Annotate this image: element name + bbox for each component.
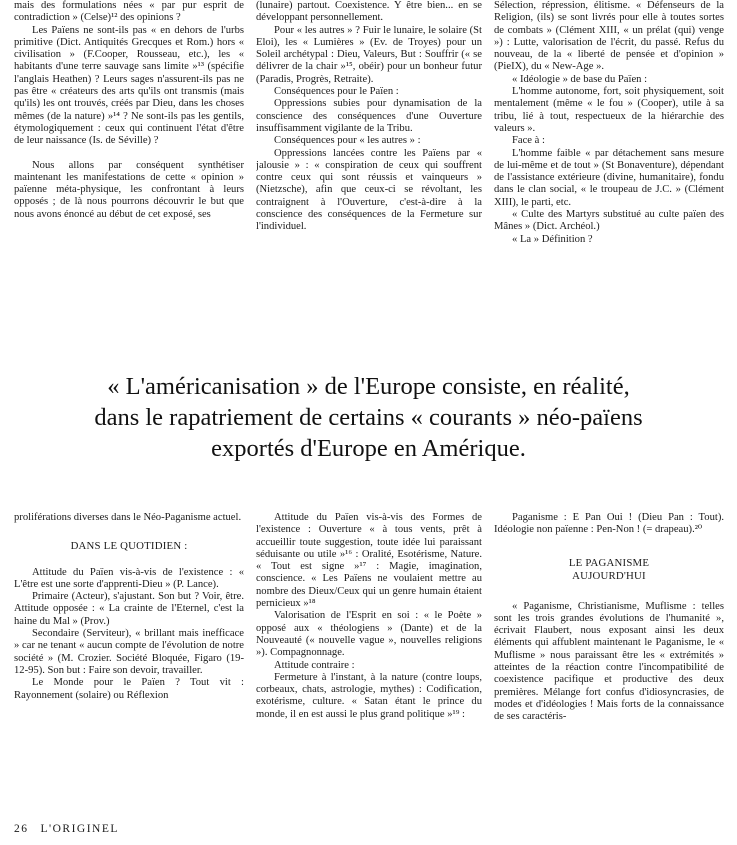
paragraph: Attitude contraire :	[274, 659, 355, 671]
paragraph: Les Païens ne sont-ils pas « en dehors de l'urbs primitive (Dict. Antiquités Grecques et Rom.) hors « civilisation » (F.Cooper, Rousseau, etc.), les « habitants d'une terre sauvage sans limite »¹³ (spécifie l'anglais Heathen) ? Leurs sages n'assurent-ils pas ne pas être « créateurs des arts qu'ils ont transmis (mais qu'ils) les ont trouvés, créés par Dieu, dans les choses mêmes (de la nature) »¹⁴ ? Ne sont-ils pas les gentils, étymologiquement : ceux qui continuent l'état d'être de leur naissance (Is. de Séville) ?	[14, 24, 244, 147]
paragraph: L'homme faible « par détachement sans mesure de lui-même et de tout » (St Bonaventure), dépendant de l'assistance extérieure (divine, humanitaire), fondu dans le clan social, « le troupeau de J.C. » (Clément XIII), le parti, etc.	[494, 147, 724, 208]
top-column-middle	[256, 0, 482, 348]
paragraph: mais des formulations nées « par pur esprit de contradiction » (Celse)¹² des opinions ?	[14, 0, 244, 24]
paragraph: proliférations diverses dans le Néo-Paganisme actuel.	[14, 512, 242, 523]
paragraph: « Culte des Martyrs substitué au culte païen des Mânes » (Dict. Archéol.)	[494, 209, 724, 233]
paragraph: « La » Définition ?	[512, 233, 593, 245]
paragraph: Le Monde pour le Païen ? Tout vit : Rayonnement (solaire) ou Réflexion	[14, 677, 244, 701]
bottom-column-middle	[256, 512, 482, 817]
paragraph: Attitude du Païen vis-à-vis des Formes de l'existence : Ouverture « à tous vents, prêt à accueillir toute suggestion, toute idée lui paraissant séduisante ou utile »¹⁶ : Oralité, Esotérisme, Nature. « Tout est signe »¹⁷ : Magie, imagination, conscience. « Les Païens ne voulaient mettre au nombre des Dieux/Ceux qui un genre humain étaient pernicieux »¹⁸	[256, 512, 482, 610]
paragraph: Pour « les autres » ? Fuir le lunaire, le solaire (St Eloi), les « Lumières » (Ev. de Troyes) pour un Soleil archétypal : Dieu, Valeurs, But : Souffrir (« se délivrer de la chair »¹⁵, obéir) pour un bonheur futur (Paradis, Progrès, Retraite).	[256, 24, 482, 85]
top-column-left	[14, 0, 244, 348]
paragraph: Face à :	[512, 135, 545, 147]
magazine-name: L'ORIGINEL	[40, 823, 119, 835]
section-heading-line: LE PAGANISME	[568, 556, 650, 569]
paragraph: « Idéologie » de base du Païen :	[512, 73, 648, 85]
page-footer	[14, 823, 131, 835]
paragraph: Conséquences pour le Païen :	[274, 86, 399, 98]
paragraph: Valorisation de l'Esprit en soi : « le Poète » opposé aux « théologiens » (Dante) et de la Nouveauté (« nouvelle vague », nouvelles religions »). Compagnonnage.	[256, 610, 482, 659]
paragraph: « Paganisme, Christianisme, Muflisme : telles sont les trois grandes évolutions de l'humanité », écrivait Flaubert, nous exposant ainsi les deux éléments qui affublent maintenant le Paganisme, le « Muflisme » nous paraissant être les « extrémités » atteintes de la réaction contre l'incompatibilité de coexistence pacifique et productive des deux premières. Mélange fort confus d'idiosyncrasies, de modes et d'idéologies ! Mais forts de la connaissance de ses caractéris-	[494, 600, 724, 723]
section-heading-line: AUJOURD'HUI	[572, 569, 646, 582]
pull-quote-line: « L'américanisation » de l'Europe consiste, en réalité,	[107, 373, 630, 400]
paragraph: Fermeture à l'instant, à la nature (contre loups, corbeaux, chats, astrologie, mythes) : Codification, exotérisme, culture. « Satan étant le prince du monde, il en est aussi le plus grand politique »¹⁹ :	[256, 671, 482, 720]
section-heading-quotidien: DANS LE QUOTIDIEN :	[70, 540, 188, 553]
paragraph: Sélection, répression, élitisme. « Défenseurs de la Religion, (ils) se sont livrés pour elle à toutes sortes de combats » (Clément XIII, « un prélat (qui) venge ») : Lutte, valorisation de l'écrit, du passé. Refus du nouveau, de la « liberté de pensée et d'opinion » (PieIX), du « New-Age ».	[494, 0, 724, 73]
paragraph: Secondaire (Serviteur), « brillant mais inefficace » car ne tenant « aucun compte de l'évolution de notre société » (M. Crozier. Société Bloquée, Figaro (19-12-95). Son but : Faire son devoir, travailler.	[14, 628, 244, 676]
paragraph: Oppressions lancées contre les Païens par « jalousie » : « conspiration de ceux qui souffrent contre ceux qui sont réussis et vainqueurs » (Nietzsche), afin que ceux-ci se révoltant, les contraignent à l'Ouverture, c'est-à-dire à la conscience des conséquences de la Fermeture sur l'individuel.	[256, 147, 482, 233]
pull-quote-line: dans le rapatriement de certains « courants » néo-païens	[94, 404, 643, 431]
top-column-right	[494, 0, 724, 348]
pull-quote-line: exportés d'Europe en Amérique.	[211, 435, 526, 462]
bottom-column-right	[494, 512, 724, 817]
paragraph: Oppressions subies pour dynamisation de la conscience des conséquences d'une Ouverture insuffisamment vigilante de la Tribu.	[256, 98, 482, 134]
paragraph: Attitude du Païen vis-à-vis de l'existence : « L'être est une sorte d'apprenti-Dieu » (P. Lance).	[14, 566, 244, 590]
paragraph: Primaire (Acteur), s'ajustant. Son but ? Voir, être. Attitude opposée : « La crainte de l'Eternel, c'est la haine du Mal » (Prov.)	[14, 591, 244, 627]
page-number: 26	[14, 823, 29, 835]
bottom-column-left	[14, 512, 244, 817]
paragraph: L'homme autonome, fort, soit physiquement, soit mentalement (même « le fou » (Cooper), utile à sa tribu, lié à tout, respectueux de la hiérarchie des valeurs ».	[494, 86, 724, 134]
paragraph: Paganisme : E Pan Oui ! (Dieu Pan : Tout). Idéologie non païenne : Pen-Non ! (= drapeau).²⁰	[494, 512, 724, 536]
paragraph: Nous allons par conséquent synthétiser maintenant les manifestations de cette « opinion » païenne méta-physique, les confrontant à leurs opposés ; de là nous pourrons découvrir le but que nous avons énoncé au début de cet exposé, ses	[14, 159, 244, 220]
paragraph: (lunaire) partout. Coexistence. Y être bien... en se développant personnellement.	[256, 0, 482, 24]
paragraph: Conséquences pour « les autres » :	[274, 135, 421, 147]
pull-quote	[20, 371, 717, 464]
section-heading-paganisme	[494, 557, 724, 583]
